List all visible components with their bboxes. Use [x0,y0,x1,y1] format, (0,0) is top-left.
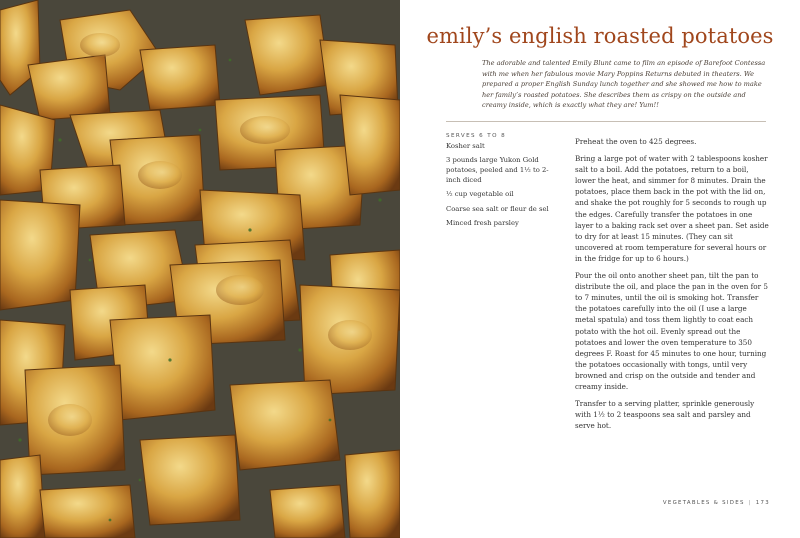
divider-rule [446,121,766,122]
method-column [575,136,769,437]
recipe-page [400,0,800,538]
ingredient-item: Minced fresh parsley [446,219,519,228]
ingredient-item: Coarse sea salt or fleur de sel [446,204,549,213]
method-step: Pour the oil onto another sheet pan, tilt the pan to distribute the oil, and place the pan in the oven for 5 to 7 minutes, until the oil is smoking hot. Transfer the potatoes carefully into the oil (I use a large metal spatula) and toss them lightly to coat each potato with the hot oil. Evenly spread out the potatoes and lower the oven temperature to 350 degrees F. Roast for 45 minutes to one hour, turning the potatoes occasionally with tongs, until very browned and crisp on the outside and tender and creamy inside. [575,271,768,391]
footer-separator: | [748,500,752,506]
page-footer [663,500,770,506]
section-name: VEGETABLES & SIDES [662,500,745,506]
ingredient-item: 3 pounds large Yukon Gold potatoes, peeled and 1½ to 2-inch diced [446,156,549,184]
ingredient-item: Kosher salt [446,142,485,150]
serves-label: SERVES 6 TO 8 [446,133,507,139]
ingredient-item: ½ cup vegetable oil [446,190,514,199]
page-number: 173 [755,500,770,506]
method-step: Transfer to a serving platter, sprinkle generously with 1½ to 2 teaspoons sea salt and parsley and serve hot. [575,399,755,431]
method-step: Preheat the oven to 425 degrees. [575,137,697,146]
recipe-title: emily’s english roasted potatoes [426,24,774,48]
ingredient-list [446,142,562,229]
recipe-intro: The adorable and talented Emily Blunt came to film an episode of Barefoot Contessa with me when her fabulous movie Mary Poppins Returns debuted in theaters. We prepared a proper English Sunday lunch together and she showed me how to make her family’s roasted potatoes. She describes them as crispy on the outside and creamy inside, which is exactly what they are! Yum!! [482,59,766,110]
ingredients-column [446,133,562,234]
method-step: Bring a large pot of water with 2 tablespoons kosher salt to a boil. Add the potatoes, return to a boil, lower the heat, and simmer for 8 minutes. Drain the potatoes, place them back in the pot with the lid on, and shake the pot roughly for 5 seconds to rough up the edges. Carefully transfer the potatoes in one layer to a baking rack set over a sheet pan. Set aside to dry for at least 15 minutes. (They can sit uncovered at room temperature for several hours or in the fridge for up to 6 hours.) [575,154,769,263]
